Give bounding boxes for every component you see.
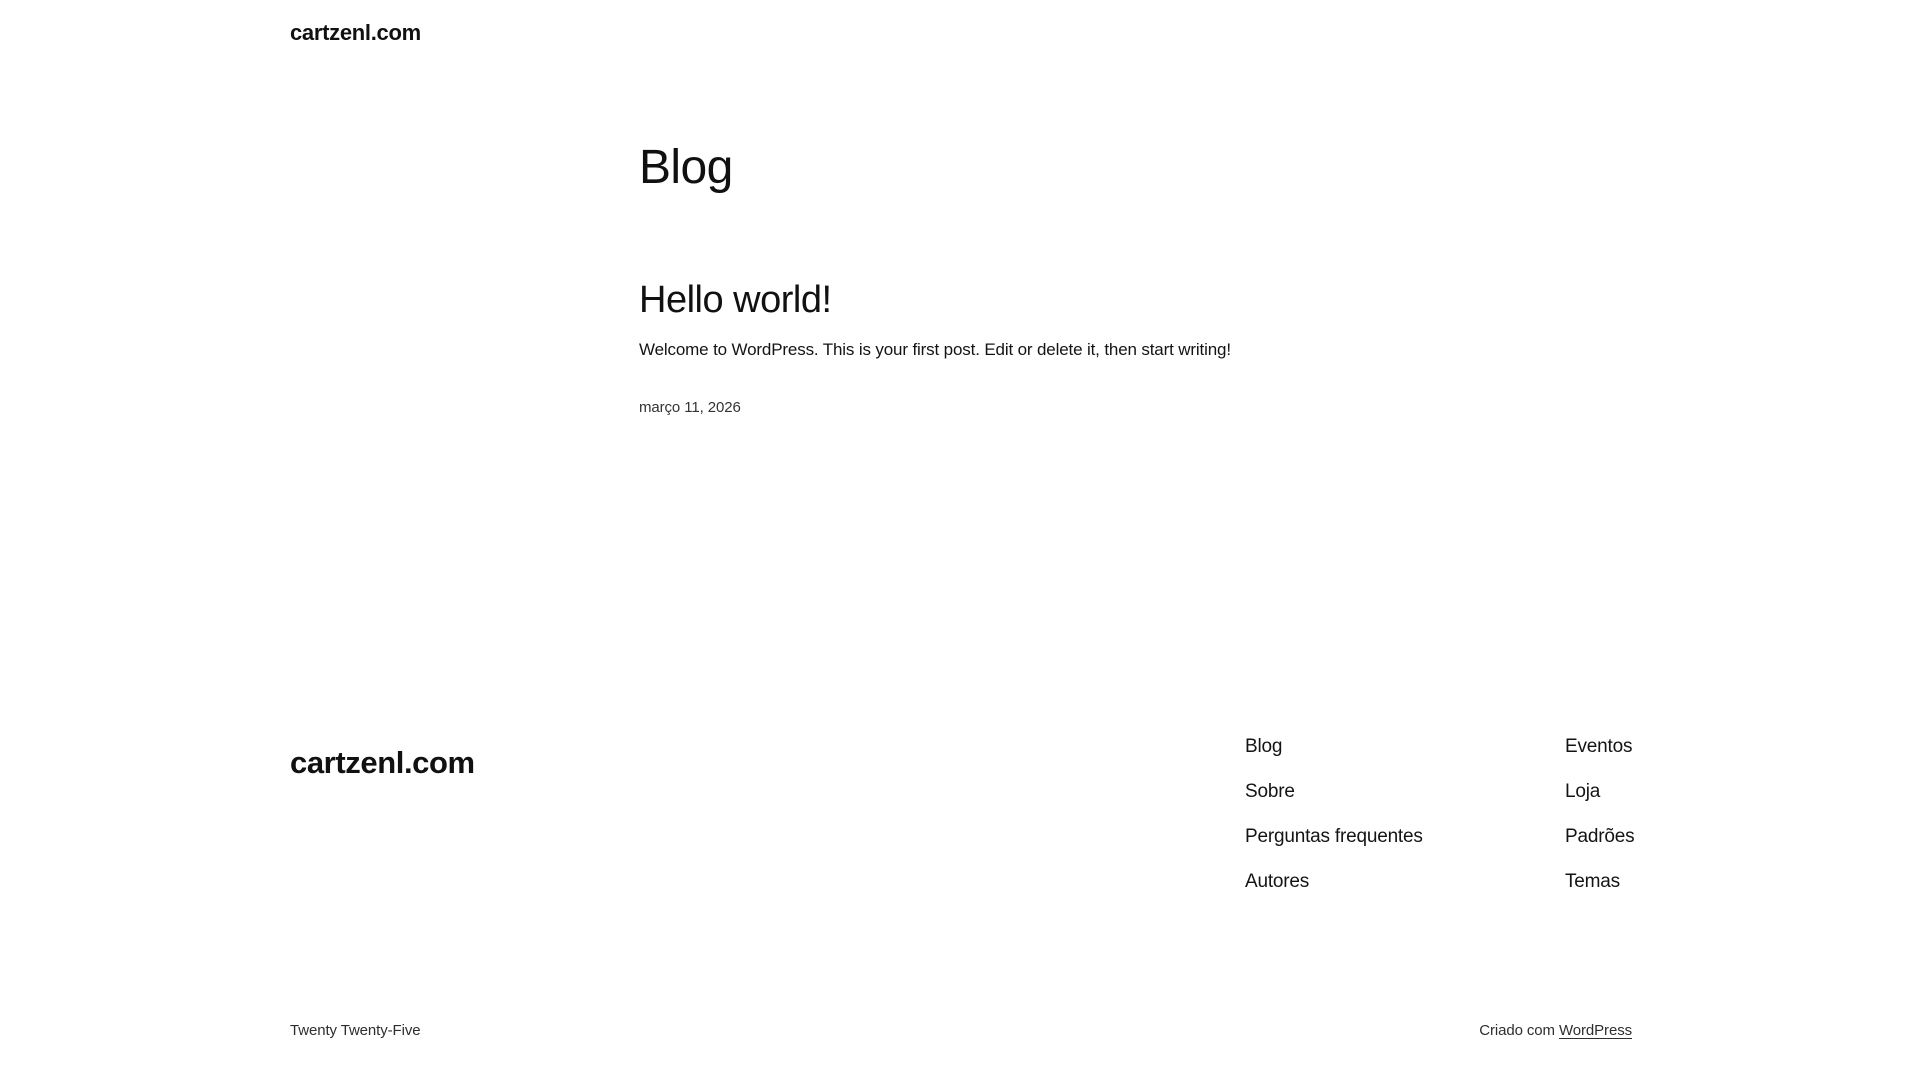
credit-prefix: Criado com (1479, 1022, 1559, 1039)
footer-nav-item (1565, 737, 1634, 757)
wordpress-link[interactable]: WordPress (1558, 1022, 1632, 1039)
wordpress-credit (1479, 1020, 1632, 1041)
footer-link-perguntas-frequentes[interactable]: Perguntas frequentes (1245, 826, 1423, 847)
footer-link-eventos[interactable]: Eventos (1565, 736, 1633, 757)
footer-nav-item (1245, 737, 1423, 757)
footer-nav-item (1245, 782, 1423, 802)
footer-bottom-bar (290, 1020, 1632, 1041)
post-excerpt: Welcome to WordPress. This is your first post. Edit or delete it, then start writing! (639, 339, 1231, 359)
post-item (639, 278, 1319, 418)
page-title: Blog (639, 141, 733, 194)
post-title-link[interactable]: Hello world! (639, 279, 832, 321)
footer-link-temas[interactable]: Temas (1565, 871, 1620, 892)
header-site-title-link[interactable]: cartzenl.com (290, 20, 421, 45)
footer-link-loja[interactable]: Loja (1565, 781, 1601, 802)
footer-nav-item (1245, 872, 1423, 892)
theme-name: Twenty Twenty-Five (290, 1022, 421, 1039)
footer-nav-column-2 (1565, 737, 1634, 917)
footer-nav-column-1 (1245, 737, 1423, 917)
post-date: março 11, 2026 (639, 399, 741, 417)
footer-site-title-link[interactable]: cartzenl.com (290, 745, 475, 780)
footer-link-sobre[interactable]: Sobre (1245, 781, 1295, 802)
footer-link-padroes[interactable]: Padrões (1565, 826, 1635, 847)
footer-nav-item (1565, 782, 1634, 802)
footer-link-blog[interactable]: Blog (1245, 736, 1283, 757)
footer-nav-item (1565, 827, 1634, 847)
footer-link-autores[interactable]: Autores (1245, 871, 1310, 892)
footer-nav-item (1565, 872, 1634, 892)
footer-nav-item (1245, 827, 1423, 847)
